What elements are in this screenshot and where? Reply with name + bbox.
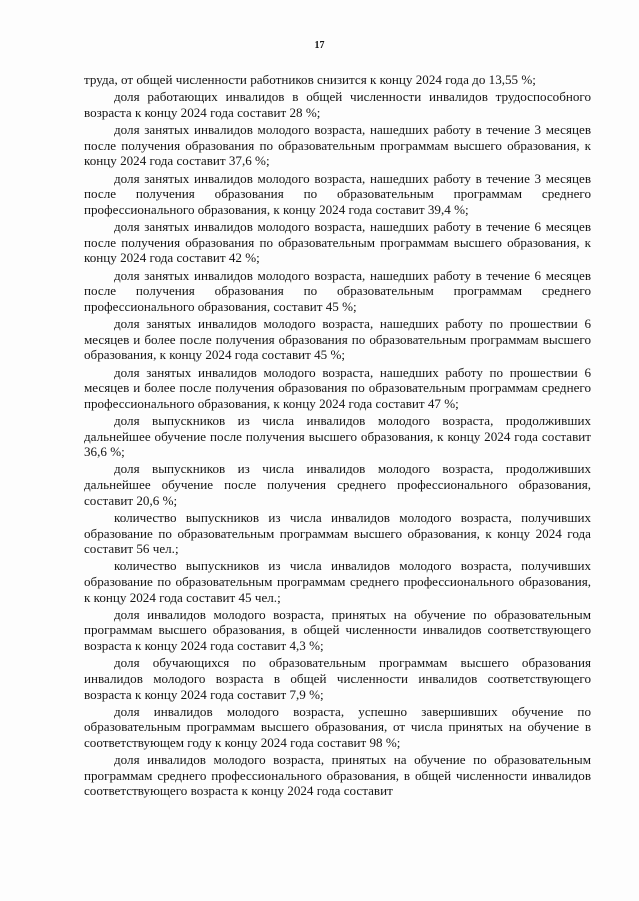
paragraph: доля инвалидов молодого возраста, успешно завершивших обучение по образовательным программам высшего образования, от числа принятых на обучение в соответствующем году к концу 2024 года составит 98 %; bbox=[84, 703, 591, 750]
paragraph: доля занятых инвалидов молодого возраста, нашедших работу в течение 3 месяцев после получения образования по образовательным программам среднего профессионального образования, к концу 2024 года составит 39,4 %; bbox=[84, 170, 591, 217]
paragraph: доля выпускников из числа инвалидов молодого возраста, продолживших дальнейшее обучение после получения среднего профессионального образования, составит 20,6 %; bbox=[84, 461, 591, 508]
document-body bbox=[84, 72, 591, 801]
paragraph: доля занятых инвалидов молодого возраста, нашедших работу в течение 6 месяцев после получения образования по образовательным программам высшего образования, к концу 2024 года составит 42 %; bbox=[84, 219, 591, 266]
paragraph: количество выпускников из числа инвалидов молодого возраста, получивших образование по образовательным программам среднего профессионального образования, к концу 2024 года составит 45 чел.; bbox=[84, 558, 591, 605]
paragraph: доля занятых инвалидов молодого возраста, нашедших работу по прошествии 6 месяцев и более после получения образования по образовательным программам высшего образования, к концу 2024 года составит 45 %; bbox=[84, 316, 591, 363]
paragraph: доля занятых инвалидов молодого возраста, нашедших работу в течение 3 месяцев после получения образования по образовательным программам высшего образования, к концу 2024 года составит 37,6 %; bbox=[84, 122, 591, 169]
paragraph: доля выпускников из числа инвалидов молодого возраста, продолживших дальнейшее обучение после получения высшего образования, к концу 2024 года составит 36,6 %; bbox=[84, 412, 591, 460]
paragraph: доля работающих инвалидов в общей численности инвалидов трудоспособного возраста к концу 2024 года составит 28 %; bbox=[84, 89, 591, 120]
paragraph: доля инвалидов молодого возраста, принятых на обучение по образовательным программам высшего образования, в общей численности инвалидов соответствующего возраста к концу 2024 года составит 4,3 %; bbox=[84, 606, 591, 654]
paragraph: доля обучающихся по образовательным программам высшего образования инвалидов молодого возраста в общей численности инвалидов соответствующего возраста к концу 2024 года составит 7,9 %; bbox=[84, 655, 591, 702]
paragraph: количество выпускников из числа инвалидов молодого возраста, получивших образование по образовательным программам высшего образования, к концу 2024 года составит 56 чел.; bbox=[84, 509, 591, 557]
paragraph: труда, от общей численности работников снизится к концу 2024 года до 13,55 %; bbox=[84, 72, 536, 87]
paragraph: доля инвалидов молодого возраста, принятых на обучение по образовательным программам среднего профессионального образования, в общей численности инвалидов соответствующего возраста к концу 2024 года составит bbox=[84, 752, 591, 799]
paragraph: доля занятых инвалидов молодого возраста, нашедших работу в течение 6 месяцев после получения образования по образовательным программам среднего профессионального образования, составит 45 %; bbox=[84, 267, 591, 314]
page-number: 17 bbox=[314, 40, 325, 51]
paragraph: доля занятых инвалидов молодого возраста, нашедших работу по прошествии 6 месяцев и более после получения образования по образовательным программам среднего профессионального образования, к концу 2024 года составит 47 %; bbox=[84, 364, 591, 411]
